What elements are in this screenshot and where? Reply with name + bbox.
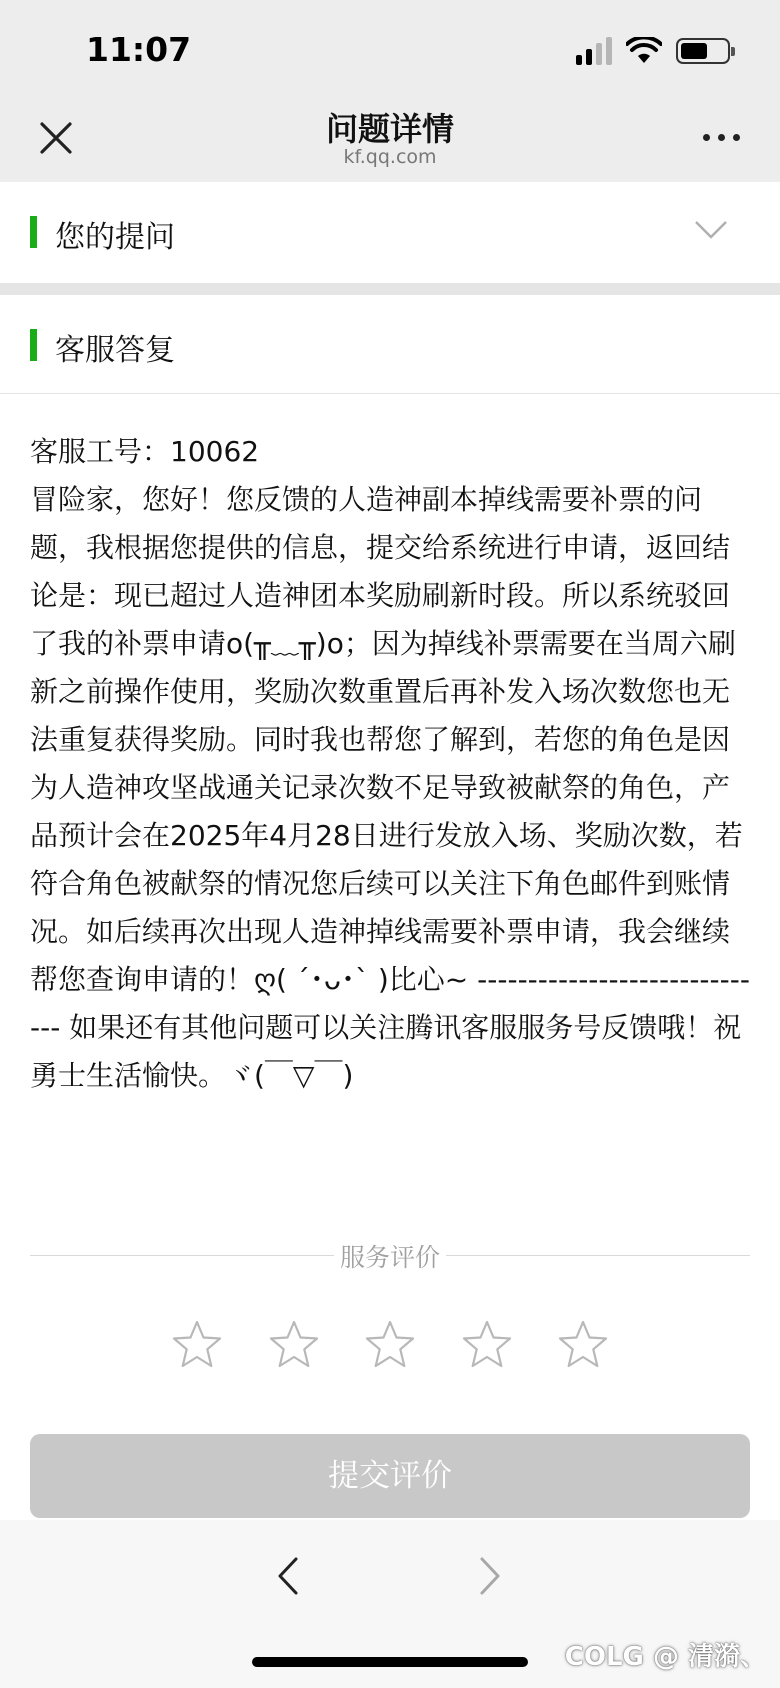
status-time: 11:07 [86, 30, 192, 69]
star-icon[interactable] [170, 1318, 224, 1372]
status-icons [576, 36, 730, 66]
star-icon[interactable] [556, 1318, 610, 1372]
question-section-title: 您的提问 [55, 220, 175, 255]
more-icon[interactable] [703, 134, 740, 141]
rating-label: 服务评价 [334, 1243, 446, 1272]
section-separator [0, 283, 780, 295]
divider [0, 393, 780, 394]
signal-icon [576, 37, 612, 65]
page-title: 问题详情 [325, 110, 454, 148]
staff-id: 客服工号：10062 [30, 435, 260, 468]
answer-section-title: 客服答复 [55, 333, 175, 368]
submit-rating-button[interactable]: 提交评价 [30, 1434, 750, 1518]
forward-icon[interactable] [478, 1556, 502, 1596]
watermark: COLG @ 清漪、 [564, 1642, 766, 1672]
answer-section [0, 295, 780, 393]
page-domain: kf.qq.com [343, 146, 437, 168]
answer-text: 冒险家，您好！您反馈的人造神副本掉线需要补票的问题，我根据您提供的信息，提交给系统进行申请，返回结论是：现已超过人造神团本奖励刷新时段。所以系统驳回了我的补票申请o(╥﹏╥)o；因为掉线补票需要在当周六刷新之前操作使用，奖励次数重置后再补发入场次数您也无法重复获得奖励。同时我也帮您了解到，若您的角色是因为人造神攻坚战通关记录次数不足导致被献祭的角色，产品预计会在2025年4月28日进行发放入场、奖励次数，若符合角色被献祭的情况您后续可以关注下角色邮件到账情况。如后续再次出现人造神掉线需要补票申请，我会继续帮您查询申请的！ღ( ´･ᴗ･` )比心~ ------------------------------ 如果还有其他问题可以关注腾讯客服服务号反馈哦！祝勇士生活愉快。ヾ(￣▽￣) [30, 483, 750, 1092]
question-section[interactable] [0, 182, 780, 282]
star-icon[interactable] [460, 1318, 514, 1372]
home-indicator [252, 1657, 528, 1667]
section-accent-bar [30, 216, 37, 248]
star-icon[interactable] [363, 1318, 417, 1372]
section-accent-bar [30, 329, 37, 361]
nav-bar [0, 92, 780, 182]
back-icon[interactable] [276, 1556, 300, 1596]
answer-body [30, 428, 752, 1100]
chevron-down-icon[interactable] [694, 220, 728, 240]
wifi-icon [626, 37, 662, 65]
rating-label-wrap [0, 1238, 780, 1274]
star-rating [170, 1318, 610, 1374]
star-icon[interactable] [267, 1318, 321, 1372]
battery-icon [676, 38, 730, 64]
status-bar [0, 0, 780, 92]
